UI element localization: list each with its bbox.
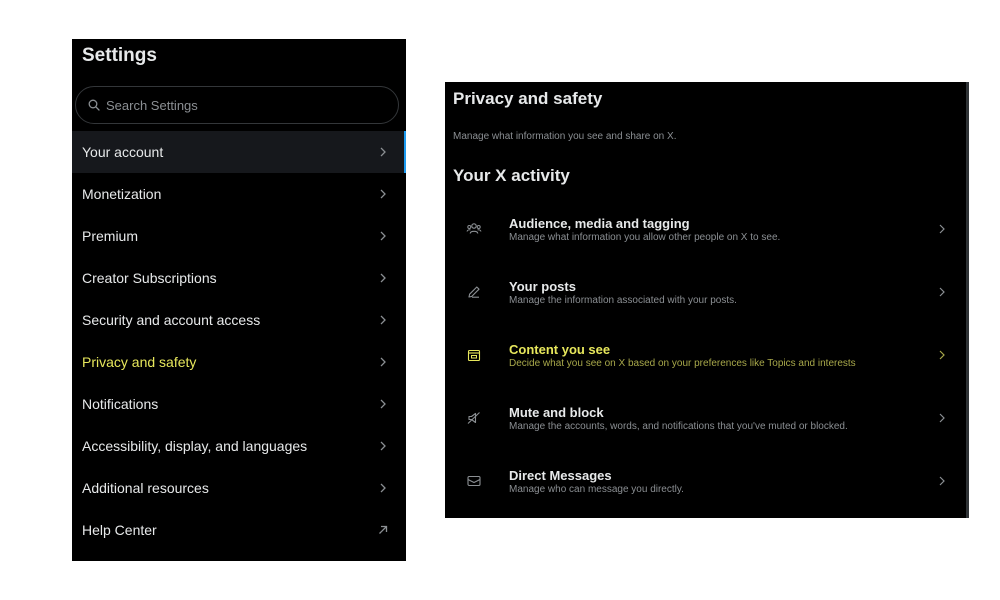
chevron-right-icon	[936, 412, 948, 424]
menu-item-accessibility[interactable]	[72, 425, 406, 467]
menu-item-monetization[interactable]	[72, 173, 406, 215]
chevron-right-icon	[936, 349, 948, 361]
chevron-right-icon	[376, 229, 390, 243]
option-your-posts[interactable]	[445, 260, 966, 323]
chevron-right-icon	[376, 439, 390, 453]
chevron-right-icon	[376, 313, 390, 327]
chevron-right-icon	[376, 481, 390, 495]
settings-panel	[72, 39, 406, 561]
menu-item-additional-resources[interactable]	[72, 467, 406, 509]
chevron-right-icon	[376, 271, 390, 285]
option-subtitle: Manage who can message you directly.	[509, 484, 684, 495]
menu-item-label: Security and account access	[82, 312, 261, 328]
option-direct-messages[interactable]	[445, 449, 966, 512]
menu-item-label: Help Center	[82, 522, 157, 538]
chevron-right-icon	[936, 475, 948, 487]
menu-item-privacy-and-safety[interactable]	[72, 341, 406, 383]
search-icon	[88, 99, 100, 111]
menu-item-label: Privacy and safety	[82, 354, 197, 370]
option-mute-and-block[interactable]	[445, 386, 966, 449]
option-title: Your posts	[509, 279, 576, 294]
content-window-icon	[466, 347, 482, 363]
option-title: Content you see	[509, 342, 611, 357]
option-title: Mute and block	[509, 405, 604, 420]
chevron-right-icon	[376, 397, 390, 411]
menu-item-help-center[interactable]	[72, 509, 406, 551]
option-subtitle: Manage what information you allow other people on X to see.	[509, 232, 781, 243]
menu-item-premium[interactable]	[72, 215, 406, 257]
settings-title: Settings	[82, 45, 157, 66]
page-description: Manage what information you see and share on X.	[453, 131, 677, 142]
menu-item-your-account[interactable]	[72, 131, 406, 173]
search-input[interactable]	[106, 98, 386, 113]
menu-item-security[interactable]	[72, 299, 406, 341]
menu-item-notifications[interactable]	[72, 383, 406, 425]
muted-speaker-icon	[466, 410, 482, 426]
option-subtitle: Manage the information associated with your posts.	[509, 295, 737, 306]
option-subtitle: Manage the accounts, words, and notifications that you've muted or blocked.	[509, 421, 848, 432]
section-title: Your X activity	[453, 166, 570, 185]
chevron-right-icon	[376, 187, 390, 201]
privacy-options	[445, 197, 966, 512]
chevron-right-icon	[376, 355, 390, 369]
menu-item-label: Notifications	[82, 396, 159, 412]
menu-item-label: Accessibility, display, and languages	[82, 438, 308, 454]
chevron-right-icon	[376, 145, 390, 159]
menu-item-label: Your account	[82, 144, 164, 160]
settings-menu	[72, 131, 406, 551]
menu-item-label: Additional resources	[82, 480, 209, 496]
menu-item-label: Premium	[82, 228, 139, 244]
pencil-icon	[466, 284, 482, 300]
page-title: Privacy and safety	[453, 89, 603, 108]
option-title: Direct Messages	[509, 468, 612, 483]
option-title: Audience, media and tagging	[509, 216, 690, 231]
option-content-you-see[interactable]	[445, 323, 966, 386]
privacy-panel	[445, 82, 969, 518]
menu-item-label: Creator Subscriptions	[82, 270, 217, 286]
menu-item-creator-subscriptions[interactable]	[72, 257, 406, 299]
people-icon	[466, 221, 482, 237]
search-box[interactable]	[75, 86, 399, 124]
envelope-icon	[466, 473, 482, 489]
external-link-arrow-icon	[376, 523, 390, 537]
menu-item-label: Monetization	[82, 186, 162, 202]
option-subtitle: Decide what you see on X based on your preferences like Topics and interests	[509, 358, 856, 369]
option-audience-media-tagging[interactable]	[445, 197, 966, 260]
chevron-right-icon	[936, 286, 948, 298]
chevron-right-icon	[936, 223, 948, 235]
